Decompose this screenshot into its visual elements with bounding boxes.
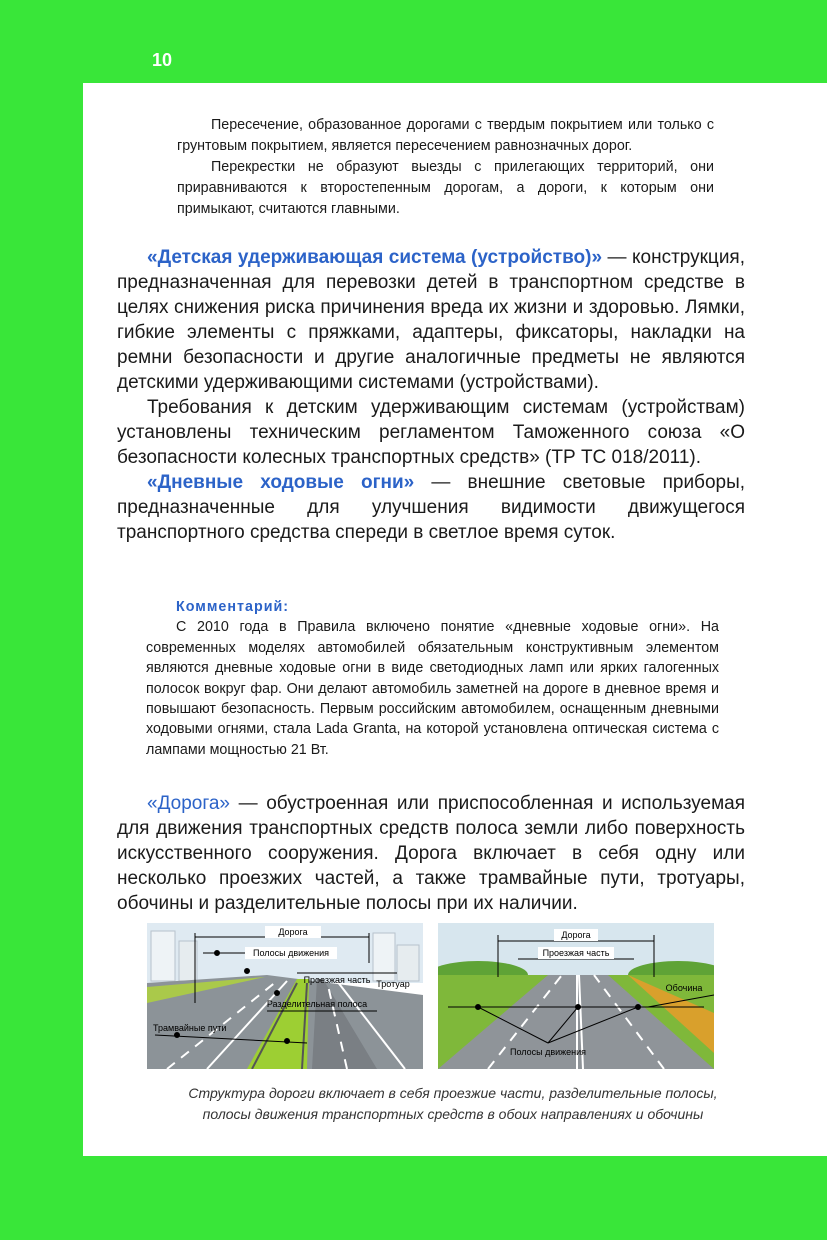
intro-paragraph: Пересечение, образованное дорогами с твердым покрытием или только с грунтовым покрытием, является пересечением равнозначных дорог. xyxy=(177,117,714,154)
label-carriageway: Проезжая часть xyxy=(542,948,610,958)
figure-caption: Структура дороги включает в себя проезжие части, разделительные полосы, полосы движения транспортных средств в обоих направлениях и обочины xyxy=(188,1085,718,1122)
label-road: Дорога xyxy=(278,927,308,937)
rural-road-illustration xyxy=(438,923,714,1069)
child-restraint-section xyxy=(117,245,745,545)
label-carriageway: Проезжая часть xyxy=(303,975,371,985)
road-section xyxy=(117,791,745,916)
road-definition: «Дорога» — обустроенная или приспособленная и используемая для движения транспортных средств полоса земли либо поверхность искусственного сооружения. Дорога включает в себя одну или несколько проезжих частей, а также трамвайные пути, тротуары, обочины и разделительные полосы при их наличии. xyxy=(117,793,745,914)
comment-text: С 2010 года в Правила включено понятие «дневные ходовые огни». На современных моделях автомобилей обязательным конструктивным элементом являются дневные ходовые огни в виде светодиодных ламп или ярких галогенных полосок вокруг фар. Они делают автомобиль заметней на дороге в дневное время и повышают безопасность. Первым российским автомобилем, оснащенным дневными ходовыми огнями, стала Lada Granta, на которой установлена оптическая система с лампами мощностью 21 Вт. xyxy=(146,619,719,758)
label-shoulder: Обочина xyxy=(665,983,703,993)
child-restraint-definition: «Детская удерживающая система (устройство)» — конструкция, предназначенная для перевозки детей в транспортном средстве в целях снижения риска причинения вреда их жизни и здоровью. Лямки, гибкие элементы с пряжками, адаптеры, фиксаторы, накладки на ремни безопасности и другие аналогичные предметы не являются детскими удерживающими системами (устройствами). xyxy=(117,247,745,393)
comment-block xyxy=(146,597,719,760)
page-number: 10 xyxy=(152,50,173,70)
comment-title: Комментарий: xyxy=(176,599,290,615)
label-tram: Трамвайные пути xyxy=(153,1023,227,1033)
intro-paragraph: Перекрестки не образуют выезды с прилегающих территорий, они приравниваются к второстепенным дорогам, а дороги, к которым они примыкают, считаются главными. xyxy=(177,159,714,217)
road-term: «Дорога» xyxy=(147,793,230,814)
label-median: Разделительная полоса xyxy=(266,999,368,1009)
page-content xyxy=(83,83,827,1156)
daytime-lights-term: «Дневные ходовые огни» xyxy=(147,472,415,493)
label-road: Дорога xyxy=(561,930,591,940)
urban-road-illustration xyxy=(147,923,423,1069)
label-lanes: Полосы движения xyxy=(252,948,330,958)
daytime-lights-definition: «Дневные ходовые огни» — внешние световые приборы, предназначенные для улучшения видимости движущегося транспортного средства спереди в светлое время суток. xyxy=(117,472,746,543)
child-restraint-requirements: Требования к детским удерживающим системам (устройствам) установлены техническим регламентом Таможенного союза «О безопасности колесных транспортных средств» (ТР ТС 018/2011). xyxy=(117,397,745,468)
label-lanes: Полосы движения xyxy=(509,1047,587,1057)
child-restraint-term: «Детская удерживающая система (устройство)» xyxy=(147,247,603,268)
intro-text xyxy=(177,115,714,220)
label-sidewalk: Тротуар xyxy=(376,979,410,989)
